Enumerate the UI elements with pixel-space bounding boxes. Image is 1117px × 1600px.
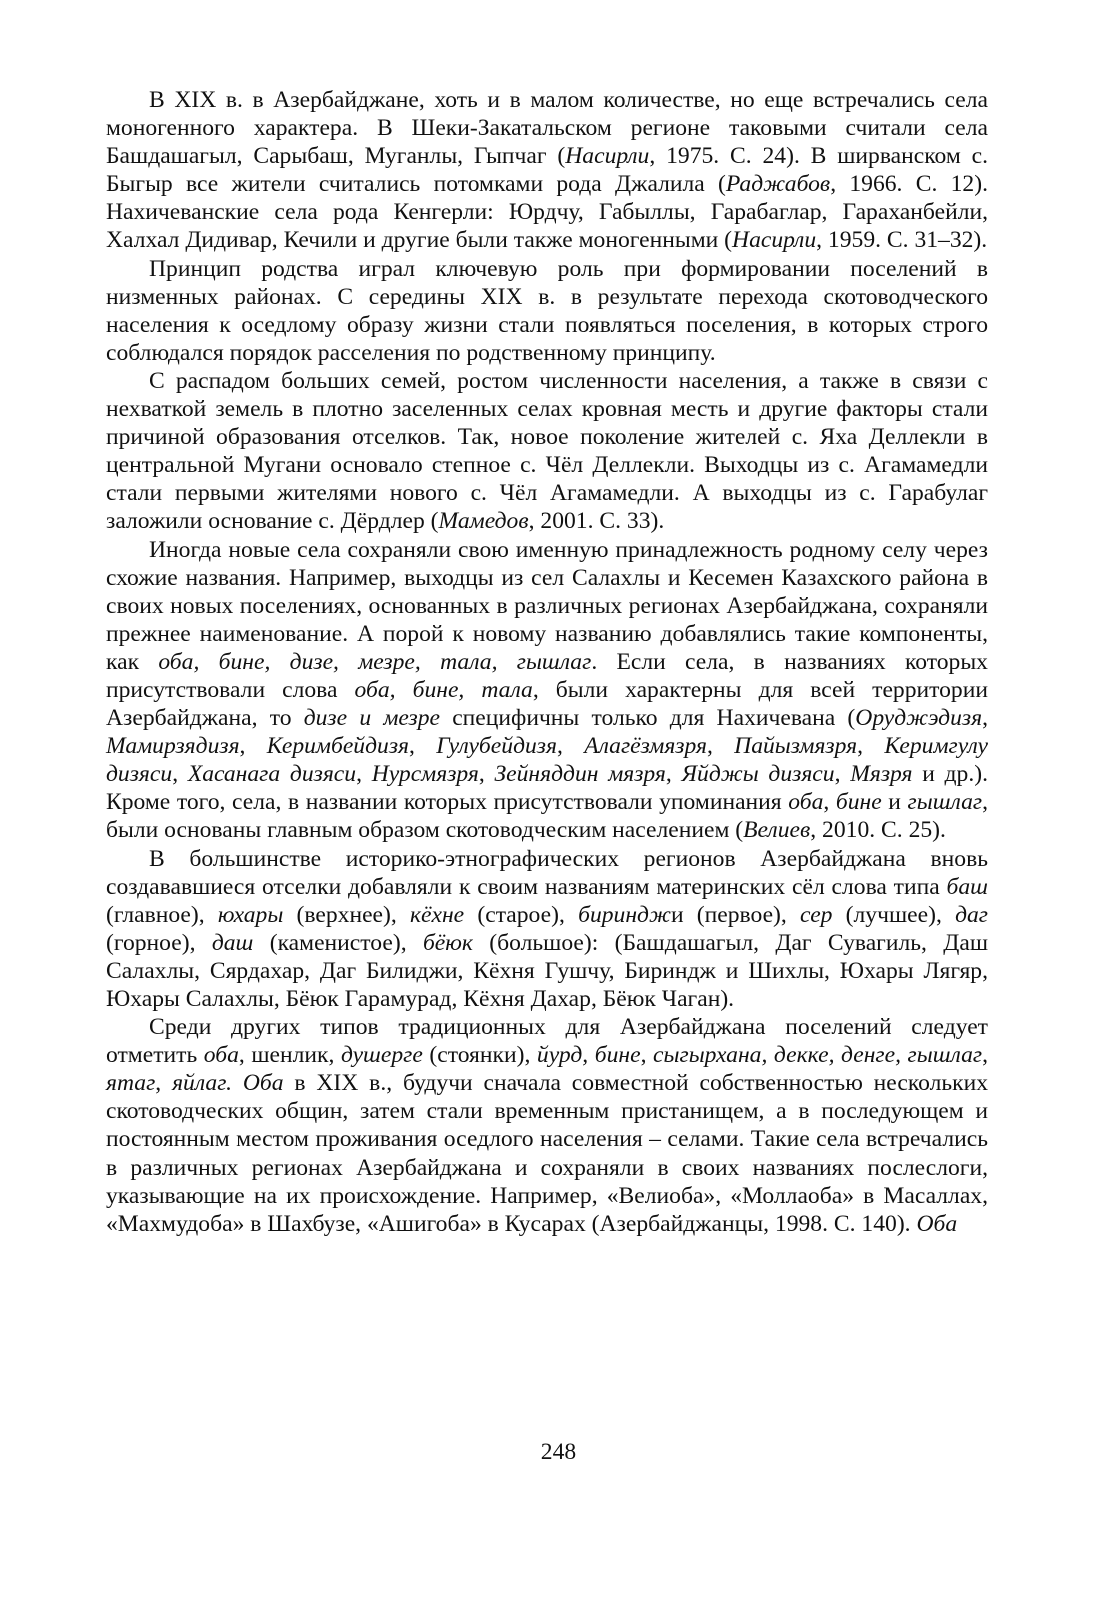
body-text: , [478,761,495,788]
italic-text: ятаг [106,1070,156,1097]
body-text: Среди других типов традиционных для Азербайджана поселений следует отметить [106,1014,988,1069]
paragraph [106,367,988,536]
body-text: (большое): (Башдашагыл, Даг Сувагиль, Даш Салахлы, Сярдахар, Даг Билиджи, Кёхня Гушчу, Бириндж и Шихлы, Юхары Лягяр, Юхары Салахлы, Бёюк Гарамурад, Кёхня Дахар, Бёюк Чаган). [106,929,988,1012]
body-text: , [823,789,836,816]
body-text: , [706,733,735,760]
body-text: , [834,761,851,788]
body-text: , [982,1042,989,1069]
body-text: В большинстве историко-этнографических регионов Азербайджана вновь создававшиеся отселки добавляли к своим названиям материнских сёл слова типа [106,845,988,900]
body-text [347,705,359,731]
body-text: , были основаны главным образом скотоводческим населением ( [106,789,988,844]
italic-text: сер [800,901,833,928]
italic-text: Мамедов [438,508,529,535]
italic-text: баш [946,873,988,900]
italic-text: Гулубейдизя [436,733,557,760]
italic-text: Нурсмязря [371,761,479,788]
italic-text: Оруджэдизя [855,705,983,732]
body-text: (горное), [106,929,212,956]
italic-text: сыгырхана, декке, денге, гышлаг [653,1042,983,1069]
body-text: , 2001. С. 33). [528,508,665,535]
body-text: и [881,789,908,816]
italic-text: мезре [383,705,441,732]
body-text: , [665,761,682,788]
body-text: , [172,761,188,788]
italic-text: бёюк [422,929,473,956]
body-text: (каменистое), [253,929,423,956]
italic-text: Зейняддин мязря [494,761,666,788]
italic-text: оба, бине, дизе, мезре, тала, гышлаг [158,648,592,675]
body-text: С распадом больших семей, ростом численности населения, а также в связи с нехваткой земель в плотно заселенных селах кровная месть и другие факторы стали причиной образования отселков. Так, новое поколение жителей с. Яха Деллекли в центральной Мугани основало степное с. Чёл Деллекли. Выходцы из с. Агамамедли стали первыми жителями нового с. Чёл Агамамедли. А выходцы из с. Гарабулаг заложили основание с. Дёрдлер ( [106,367,988,535]
italic-text: кёхне [409,901,465,928]
body-text: , [640,1042,654,1069]
body-text: специфичны только для Нахичевана ( [440,705,856,732]
italic-text: оба, бине, тала [354,676,533,703]
italic-text: бириндж [578,901,671,928]
paragraph [106,536,988,845]
body-text: , [409,733,437,760]
italic-text: душерге [340,1042,423,1069]
italic-text: дизе [303,705,348,732]
body-text: , [982,705,988,732]
italic-text: Алагёзмязря [584,733,707,760]
body-text: , 1959. С. 31–32). [816,227,988,254]
paragraph [106,86,988,255]
italic-text: Хасанага дизяси [187,761,357,788]
italic-text: Яйджы дизяси [681,761,835,788]
italic-text: Раджабов [725,171,831,198]
italic-text: и [359,705,372,732]
italic-text: Мязря [850,761,913,788]
body-text: . Если села, в названиях которых присутствовали слова [106,648,988,703]
body-text: , 1975. С. 24). В ширванском с. Быгыр все жители считались потомками рода Джалила ( [106,143,989,198]
body-text: , 2010. С. 25). [810,817,946,844]
body-text: , [356,761,372,788]
italic-text: оба [203,1042,239,1069]
paragraph [106,845,988,1014]
body-text: (лучшее), [832,901,956,928]
paragraph [106,255,988,367]
italic-text: йурд, бине [536,1042,641,1069]
body-text: , были характерны для всей территории Азербайджана, то [106,676,988,732]
body-text: Иногда новые села сохраняли свою именную принадлежность родному селу через схожие названия. Например, выходцы из сел Салахлы и Кесемен Казахского района в своих новых поселениях, основанных в различных регионах Азербайджана, сохраняли прежнее наименование. А порой к новому названию добавлялись такие компоненты, как [106,536,988,675]
italic-text: Пайызмязря [734,733,858,760]
body-text: , 1966. С. 12). Нахичеванские села рода Кенгерли: Юрдчу, Габыллы, Гарабаглар, Гараханбейли, Халхал Дидивар, Кечили и другие были также моногенными ( [106,171,988,254]
italic-text: даг [955,901,988,928]
italic-text: даш [211,929,254,956]
body-text: и (первое), [670,901,801,928]
body-text: (главное), [106,901,218,928]
body-text: (стоянки), [422,1042,537,1069]
italic-text: Мамирзядизя [106,733,240,760]
italic-text: бине [835,789,882,816]
body-text: , [155,1070,173,1097]
italic-text: Оба [916,1210,958,1237]
body-text: и др.). Кроме того, села, в названии которых присутствовали упоминания [106,761,989,816]
body-text: В XIX в. в Азербайджане, хоть и в малом количестве, но еще встречались села моногенного характера. В Шеки-Закатальском регионе таковыми считали села Башдашагыл, Сарыбаш, Муганлы, Гыпчаг ( [106,87,988,170]
italic-text: оба [788,789,824,816]
body-text: , [556,733,585,760]
body-text: (верхнее), [283,901,410,928]
body-text: , [857,733,885,760]
italic-text: яйлаг. Оба [172,1070,284,1097]
italic-text: Керимбейдизя [266,733,410,760]
page-number: 248 [540,1439,577,1465]
paragraph [106,1013,988,1238]
italic-text: юхары [217,901,284,928]
italic-text: Насирли [565,143,650,170]
body-text: , шенлик, [238,1042,341,1069]
italic-text: Насирли [732,227,817,254]
italic-text: Керимгулу дизяси [106,733,989,788]
body-text: (старое), [464,901,579,928]
italic-text: Велиев [743,817,811,844]
body-text: Принцип родства играл ключевую роль при формировании поселений в низменных районах. С середины XIX в. в результате перехода скотоводческого населения к оседлому образу жизни стали появляться поселения, в которых строго соблюдался порядок расселения по родственному принципу. [106,255,988,366]
body-text: , [239,733,267,760]
body-text: в XIX в., будучи сначала совместной собственностью нескольких скотоводческих общин, затем стали временным пристанищем, а в последующем и постоянным местом проживания оседлого населения – селами. Такие села встречались в различных регионах Азербайджана и сохраняли в своих названиях послеслоги, указывающие на их происхождение. Например, «Велиоба», «Моллаоба» в Масаллах, «Махмудоба» в Шахбузе, «Ашигоба» в Кусарах (Азербайджанцы, 1998. С. 140). [106,1070,989,1237]
body-text [371,705,383,731]
italic-text: гышлаг [907,789,983,816]
document-body [106,86,988,1238]
